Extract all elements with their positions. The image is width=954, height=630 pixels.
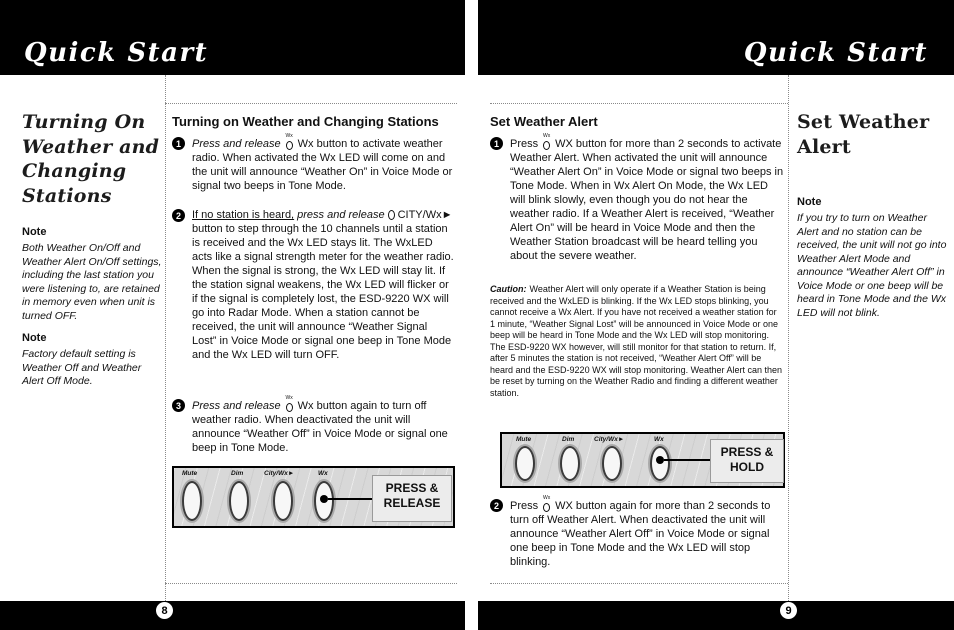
step-body: CITY/Wx► button to step through the 10 channels until a station is received and the Wx LED stays lit. The WxLED acts like a signal strength meter for the weather radio. When the signal is strong, the Wx LED will stay lit. If the station signal weakens, the Wx LED will flicker or if the signal is completely lost, the ESD-9220 WX will go into Radar Mode. When a station cannot be received, the unit will announce “Weather Signal Lost” in Voice Mode or signal one beep in Tone Mode and the Wx LED will turn OFF.: [192, 209, 454, 361]
step-lead: Press and release: [192, 400, 281, 412]
press-release-callout: [372, 475, 452, 522]
step-text-block: [192, 133, 454, 193]
step-number-badge: 3: [172, 399, 185, 412]
note-label: Note: [797, 196, 822, 208]
note-text: Factory default setting is Weather Off and Weather Alert Off Mode.: [22, 348, 142, 387]
wx-icon-circle: [286, 141, 293, 150]
wx-icon-label: Wx: [285, 133, 293, 139]
right-main-heading: Set Weather Alert: [490, 114, 598, 129]
city-wx-button-illustration: [273, 481, 293, 521]
step-text-block: [510, 495, 786, 569]
step-lead: press and release: [297, 209, 385, 221]
note-block: [797, 196, 947, 320]
step-lead: Press and release: [192, 138, 281, 150]
wx-button-icon: [541, 495, 552, 512]
wx-icon-circle: [543, 141, 550, 150]
page-number-right: 9: [780, 602, 797, 619]
callout-text-line2: RELEASE: [383, 496, 441, 510]
right-page-footer-bar: [478, 601, 954, 630]
panel-label-wx: Wx: [318, 470, 328, 477]
left-column-divider: [165, 75, 166, 601]
callout-text-line1: PRESS &: [385, 481, 439, 495]
left-sidebar: [22, 110, 162, 590]
page-number-left: 8: [156, 602, 173, 619]
caution-block: [490, 284, 782, 399]
left-page-footer-bar: [0, 601, 465, 630]
left-main-heading: Turning on Weather and Changing Stations: [172, 114, 439, 129]
panel-label-wx: Wx: [654, 436, 664, 443]
right-main-column: [490, 110, 786, 590]
caution-label: Caution:: [490, 284, 527, 294]
step-text-block: [192, 208, 454, 362]
panel-label-mute: Mute: [182, 470, 198, 477]
left-page-title: Quick Start: [24, 38, 209, 68]
left-main-column: [172, 110, 457, 590]
right-top-rule: [490, 103, 788, 104]
right-sidebar-heading: Set Weather Alert: [797, 111, 930, 158]
panel-label-city-wx: City/Wx►: [264, 470, 295, 477]
step-number-badge: 2: [172, 209, 185, 222]
wx-button-icon: [284, 395, 295, 412]
wx-icon-label: Wx: [285, 395, 293, 401]
wx-icon-circle: [286, 403, 293, 412]
press-hold-callout: [710, 439, 784, 483]
step-body: Wx button again to turn off weather radio. When deactivated the unit will announce “Weather Off” in Voice Mode or signal one beep in Tone Mode.: [192, 400, 448, 454]
left-sidebar-heading: Turning On Weather and Changing Stations: [22, 111, 160, 208]
caution-text: Weather Alert will only operate if a Weather Station is being received and the WxLED is blinking. If the Wx LED stops blinking, you cannot receive a Wx Alert. If you have not received a weather station for 1 minute, “Weather Signal Lost” will be announced in Voice Mode or one beep will be heard in Tone Mode and the Wx LED will stop monitoring. The ESD-9220 WX however, will still monitor for that station to return. If, after 5 minutes the station is not received, “Weather Alert Off” will be heard and the ESD-9220 WX will stop monitoring. Weather Alert can then be reset by turning on the Weather Radio and finding a different weather station.: [490, 284, 782, 398]
callout-dot: [320, 495, 328, 503]
panel-label-dim: Dim: [562, 436, 575, 443]
alert-step-1: [490, 133, 786, 263]
step-text-block: [510, 133, 786, 263]
mute-button-illustration: [515, 446, 535, 481]
city-wx-button-icon: [388, 210, 395, 220]
wx-button-icon: [541, 133, 552, 150]
step-pre: If no station is heard,: [192, 209, 295, 221]
dim-button-illustration: [229, 481, 249, 521]
callout-text-line1: PRESS &: [720, 445, 774, 459]
step-number-badge: 1: [490, 137, 503, 150]
wx-icon-label: Wx: [543, 495, 551, 501]
callout-line: [664, 459, 710, 461]
step-number-badge: 2: [490, 499, 503, 512]
step-lead: Press: [510, 500, 539, 512]
control-panel-illustration: [500, 432, 785, 488]
right-page-title: Quick Start: [743, 38, 928, 68]
callout-line: [328, 498, 372, 500]
step-body: Wx button to activate weather radio. When activated the Wx LED will come on and the unit will announce “Weather On” in Voice Mode or signal two beeps in Tone Mode.: [192, 138, 453, 192]
step-1: [172, 133, 454, 193]
callout-dot: [656, 456, 664, 464]
step-lead: Press: [510, 138, 539, 150]
note-text: If you try to turn on Weather Alert and no station can be received, the unit will not go into Weather Alert Mode and announce “Weather Alert Off” in Voice Mode or one beep will be heard in Tone Mode and the Wx LED will not blink.: [797, 212, 947, 319]
panel-label-dim: Dim: [231, 470, 244, 477]
note-label: Note: [22, 332, 47, 344]
note-label: Note: [22, 226, 47, 238]
city-wx-button-illustration: [602, 446, 622, 481]
mute-button-illustration: [182, 481, 202, 521]
step-number-badge: 1: [172, 137, 185, 150]
step-body: WX button again for more than 2 seconds to turn off Weather Alert. When deactivated the unit will announce “Weather Alert Off” in Voice Mode or signal one beep in Tone Mode and the Wx LED will stop blinking.: [510, 500, 771, 568]
callout-text-line2: HOLD: [730, 460, 764, 474]
dim-button-illustration: [560, 446, 580, 481]
note-block: [22, 332, 162, 389]
panel-label-city-wx: City/Wx►: [594, 436, 625, 443]
right-sidebar: [797, 110, 947, 590]
step-3: [172, 395, 454, 455]
note-block: [22, 226, 162, 323]
right-column-divider: [788, 75, 789, 601]
step-text-block: [192, 395, 454, 455]
step-body: WX button for more than 2 seconds to activate Weather Alert. When activated the unit will announce “Weather Alert On” in Voice Mode or signal two beeps in Tone Mode. When in Wx Alert On Mode, the Wx LED will blink slowly, even though you do not hear the weather radio. If a Weather Alert is received, “Weather Alert On” will be heard in Voice Mode and then the Weather Station broadcast will be heard telling you about the severe weather.: [510, 138, 784, 262]
control-panel-illustration: [172, 466, 455, 528]
wx-button-icon: [284, 133, 295, 150]
left-top-rule: [165, 103, 457, 104]
step-2: [172, 208, 454, 362]
panel-label-mute: Mute: [516, 436, 532, 443]
alert-step-2: [490, 495, 786, 569]
wx-icon-label: Wx: [543, 133, 551, 139]
wx-icon-circle: [543, 503, 550, 512]
note-text: Both Weather On/Off and Weather Alert On/Off settings, including the last station you were listening to, are retained in memory even when unit is turned OFF.: [22, 242, 162, 322]
